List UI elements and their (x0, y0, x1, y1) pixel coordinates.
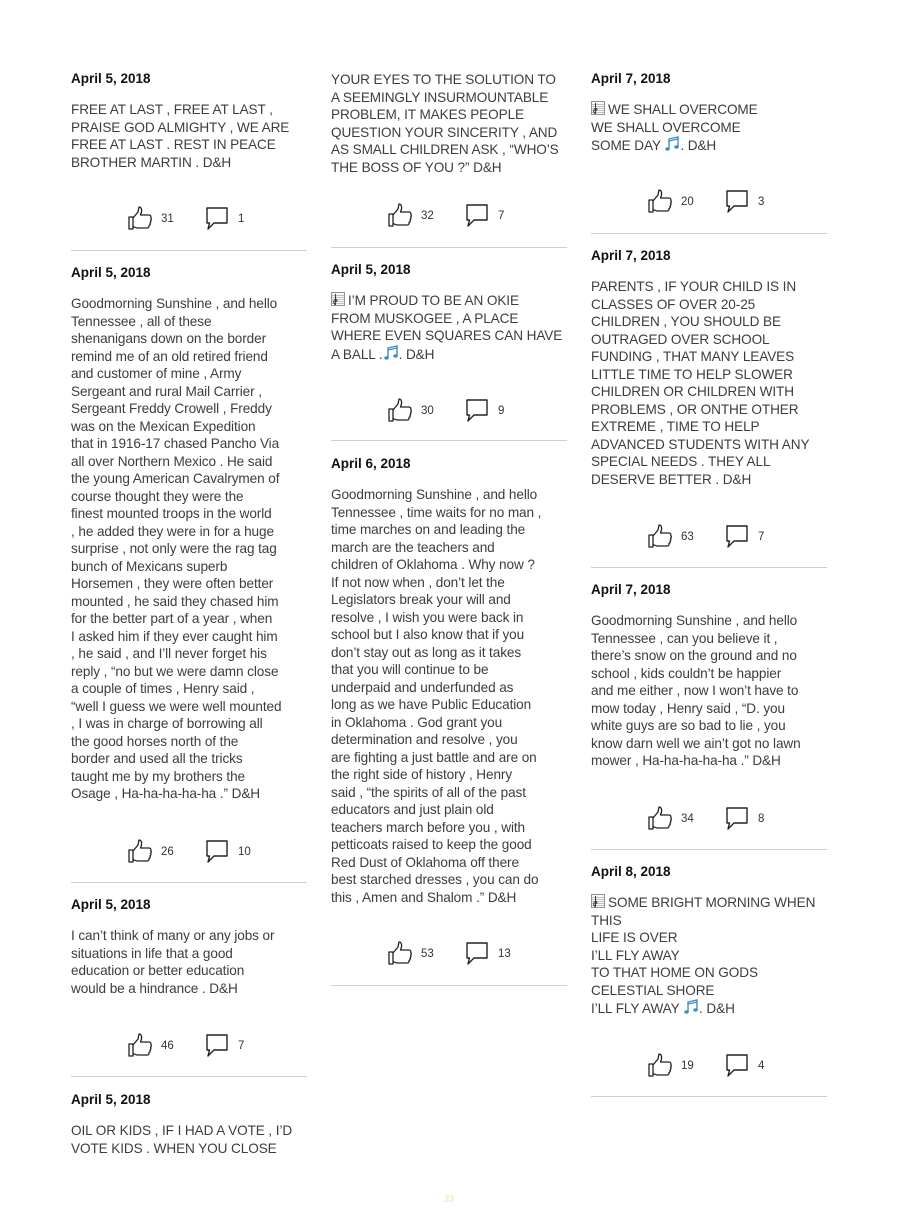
post-text: Goodmorning Sunshine , and hello Tennessee , can you believe it , there’s snow on the ground and no school , kids couldn’t be happier and me either , now I won’t have to mow today , Henry said , “D. you white guys are so bad to lie , you know darn well we ain’t got no lawn mower , Ha-ha-ha-ha-ha .” D&H (591, 613, 801, 768)
post-date: April 5, 2018 (71, 897, 151, 912)
music-notes-icon (664, 136, 680, 152)
post-actions (591, 188, 827, 216)
music-notes-icon (683, 999, 699, 1015)
post-date: April 7, 2018 (591, 248, 671, 263)
like-count: 34 (681, 813, 694, 825)
like-count: 19 (681, 1060, 694, 1072)
post-actions (331, 202, 567, 230)
thumbs-up-icon (387, 397, 413, 423)
post-actions (591, 805, 827, 833)
sheet-music-icon (331, 292, 345, 306)
post-actions (71, 1032, 307, 1060)
post-actions (331, 940, 567, 968)
speech-bubble-icon (464, 202, 490, 228)
speech-bubble-icon (724, 523, 750, 549)
like-count: 31 (161, 213, 174, 225)
thumbs-up-icon (127, 838, 153, 864)
divider (591, 1096, 827, 1097)
comment-count: 1 (238, 213, 245, 225)
post-text: SOME BRIGHT MORNING WHEN THIS LIFE IS OVER I’LL FLY AWAY TO THAT HOME ON GODS CELESTIAL SHORE I’LL FLY AWAY . D&H (591, 895, 816, 1016)
speech-bubble-icon (724, 1052, 750, 1078)
like-count: 26 (161, 846, 174, 858)
sheet-music-icon (591, 894, 605, 908)
thumbs-up-icon (127, 205, 153, 231)
like-count: 20 (681, 196, 694, 208)
post-date: April 7, 2018 (591, 582, 671, 597)
divider (71, 1076, 307, 1077)
divider (71, 882, 307, 883)
post-date: April 5, 2018 (71, 265, 151, 280)
thumbs-up-icon (647, 523, 673, 549)
like-count: 30 (421, 405, 434, 417)
divider (591, 849, 827, 850)
music-notes-icon (383, 345, 399, 361)
like-count: 32 (421, 210, 434, 222)
speech-bubble-icon (724, 188, 750, 214)
divider (331, 247, 567, 248)
page-number: 33 (443, 1194, 454, 1204)
comment-count: 13 (498, 948, 511, 960)
post-actions (71, 205, 307, 233)
post-date: April 5, 2018 (331, 262, 411, 277)
thumbs-up-icon (127, 1032, 153, 1058)
thumbs-up-icon (387, 940, 413, 966)
speech-bubble-icon (464, 940, 490, 966)
post-text: FREE AT LAST , FREE AT LAST , PRAISE GOD ALMIGHTY , WE ARE FREE AT LAST . REST IN PEACE BROTHER MARTIN . D&H (71, 102, 290, 170)
post-text: I’M PROUD TO BE AN OKIE FROM MUSKOGEE , A PLACE WHERE EVEN SQUARES CAN HAVE A BALL . . D&H (331, 293, 563, 362)
post-actions (331, 397, 567, 425)
post-text: OIL OR KIDS , IF I HAD A VOTE , I’D VOTE KIDS . WHEN YOU CLOSE (71, 1123, 293, 1156)
speech-bubble-icon (204, 838, 230, 864)
comment-count: 9 (498, 405, 505, 417)
like-count: 63 (681, 531, 694, 543)
post-date: April 5, 2018 (71, 1092, 151, 1107)
thumbs-up-icon (387, 202, 413, 228)
sheet-music-icon (591, 101, 605, 115)
divider (331, 440, 567, 441)
post-actions (591, 523, 827, 551)
comment-count: 7 (238, 1040, 245, 1052)
comment-count: 3 (758, 196, 765, 208)
like-count: 46 (161, 1040, 174, 1052)
divider (71, 250, 307, 251)
thumbs-up-icon (647, 1052, 673, 1078)
divider (591, 233, 827, 234)
speech-bubble-icon (724, 805, 750, 831)
post-text: I can’t think of many or any jobs or situations in life that a good education or better education would be a hindrance . D&H (71, 928, 275, 996)
post-text: YOUR EYES TO THE SOLUTION TO A SEEMINGLY INSURMOUNTABLE PROBLEM, IT MAKES PEOPLE QUESTION YOUR SINCERITY , AND AS SMALL CHILDREN ASK , “WHO’S THE BOSS OF YOU ?” D&H (331, 72, 559, 175)
thumbs-up-icon (647, 188, 673, 214)
comment-count: 7 (498, 210, 505, 222)
comment-count: 4 (758, 1060, 765, 1072)
divider (331, 985, 567, 986)
speech-bubble-icon (204, 1032, 230, 1058)
comment-count: 10 (238, 846, 251, 858)
post-actions (591, 1052, 827, 1080)
post-date: April 8, 2018 (591, 864, 671, 879)
comment-count: 7 (758, 531, 765, 543)
post-text: WE SHALL OVERCOME WE SHALL OVERCOME SOME DAY . D&H (591, 102, 758, 153)
divider (591, 567, 827, 568)
speech-bubble-icon (464, 397, 490, 423)
post-date: April 7, 2018 (591, 71, 671, 86)
post-text: Goodmorning Sunshine , and hello Tennessee , all of these shenanigans down on the border remind me of an old retired friend and customer of mine , Army Sergeant and rural Mail Carrier , Sergeant Freddy Crowell , Freddy was on the Mexican Expedition that in 1916-17 chased Pancho Via all over Northern Mexico . He said the young American Cavalrymen of course thought they were the finest mounted troops in the world , he added they were in for a huge surprise , not only were the rag tag bunch of Mexicans superb Horsemen , they were often better mounted , he said they chased him for the better part of a year , when I asked him if they ever caught him , he said , and I’ll never forget his reply , “no but we were damn close a couple of times , Henry said , “well I guess we were well mounted , I was in charge of borrowing all the good horses north of the border and used all the tricks taught me by my brothers the Osage , Ha-ha-ha-ha-ha .” D&H (71, 296, 282, 801)
post-text: Goodmorning Sunshine , and hello Tennessee , time waits for no man , time marches on and leading the march are the teachers and children of Oklahoma . Why now ? If not now when , don’t let the Legislators break your will and resolve , I wish you were back in school but I also know that if you don’t stay out as long as it takes that you will continue to be underpaid and underfunded as long as we have Public Education in Oklahoma . God grant you determination and resolve , you are fighting a just battle and are on the right side of history , Henry said , “the spirits of all of the past educators and just plain old teachers march before you , with petticoats raised to keep the good Red Dust of Oklahoma off there best starched dresses , you can do this , Amen and Shalom .” D&H (331, 487, 542, 905)
comment-count: 8 (758, 813, 765, 825)
like-count: 53 (421, 948, 434, 960)
speech-bubble-icon (204, 205, 230, 231)
post-date: April 5, 2018 (71, 71, 151, 86)
post-text: PARENTS , IF YOUR CHILD IS IN CLASSES OF OVER 20-25 CHILDREN , YOU SHOULD BE OUTRAGED OVER SCHOOL FUNDING , THAT MANY LEAVES LITTLE TIME TO HELP SLOWER CHILDREN OR CHILDREN WITH PROBLEMS , OR ONTHE OTHER EXTREME , TIME TO HELP ADVANCED STUDENTS WITH ANY SPECIAL NEEDS . THEY ALL DESERVE BETTER . D&H (591, 279, 810, 487)
post-date: April 6, 2018 (331, 456, 411, 471)
thumbs-up-icon (647, 805, 673, 831)
post-actions (71, 838, 307, 866)
